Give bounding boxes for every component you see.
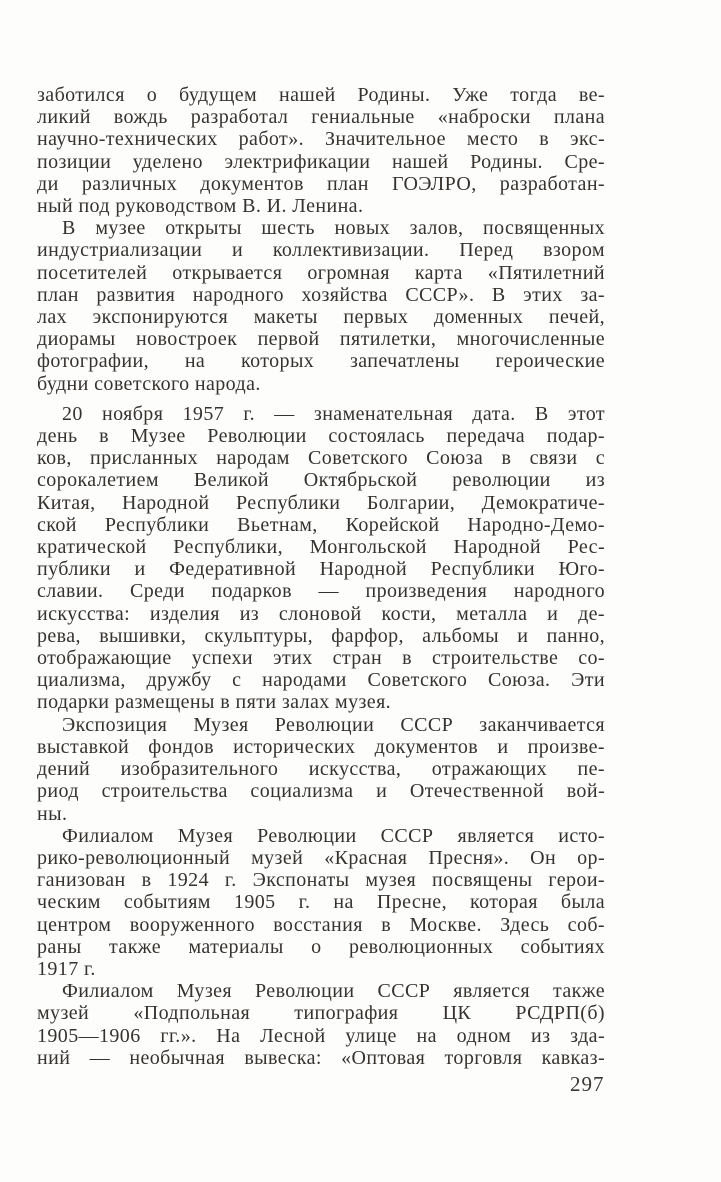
text-line: ний — необычная вывеска: «Оптовая торговля кавказ- [37,1046,605,1069]
text-line: лах экспонируются макеты первых доменных печей, [37,306,605,329]
text-line: риод строительства социализма и Отечественной вой- [37,780,605,803]
text-line: сорокалетием Великой Октябрьской революции из [37,469,605,492]
text-line: ской Республики Вьетнам, Корейской Народно-Демо- [37,513,605,536]
text-line: ны. [37,802,68,825]
text-line: публики и Федеративной Народной Республики Юго- [37,558,605,581]
text-line: подарки размещены в пяти залах музея. [37,691,392,714]
text-line: Экспозиция Музея Революции СССР заканчивается [62,713,605,736]
paragraph [37,403,605,714]
text-line: ков, присланных народам Советского Союза в связи с [37,447,605,470]
text-line: 1917 г. [37,957,96,980]
text-line: заботился о будущем нашей Родины. Уже тогда ве- [37,84,605,106]
text-line: 1905—1906 гг.». На Лесной улице на одном из зда- [37,1024,605,1047]
text-line: дений изобразительного искусства, отражающих пе- [37,758,605,781]
text-line: искусства: изделия из слоновой кости, металла и де- [37,602,605,625]
text-line: ческим событиям 1905 г. на Пресне, которая была [37,891,605,914]
text-line: В музее открыты шесть новых залов, посвященных [62,217,605,240]
text-line: Китая, Народной Республики Болгарии, Демократиче- [37,491,605,514]
paragraph [37,217,605,395]
text-line: ганизован в 1924 г. Экспонаты музея посвящены герои- [37,869,605,892]
paragraph [37,825,605,980]
text-line: циализма, дружбу с народами Советского Союза. Эти [37,669,605,692]
paragraph [37,84,605,217]
text-line: рико-революционный музей «Красная Пресня». Он ор- [37,846,605,869]
text-line: день в Музее Революции состоялась передача подар- [37,425,605,448]
text-line: Филиалом Музея Революции СССР является исто- [62,824,605,847]
text-line: 20 ноября 1957 г. — знаменательная дата. В этот [62,402,605,425]
text-line: будни советского народа. [37,372,261,395]
text-line: раны также материалы о революционных событиях [37,935,605,958]
text-line: ди различных документов план ГОЭЛРО, разработан- [37,172,605,195]
text-line: музей «Подпольная типография ЦК РСДРП(б) [37,1002,605,1025]
text-line: кратической Республики, Монгольской Народной Рес- [37,536,605,559]
text-line: рева, вышивки, скульптуры, фарфор, альбомы и панно, [37,624,605,647]
text-line: славии. Среди подарков — произведения народного [37,580,605,603]
text-line: ликий вождь разработал гениальные «наброски плана [37,106,605,129]
text-line: научно-технических работ». Значительное место в экс- [37,128,605,151]
text-line: отображающие успехи этих стран в строительстве со- [37,647,605,670]
paragraph [37,980,605,1069]
text-line: Филиалом Музея Революции СССР является также [62,980,605,1003]
text-line: индустриализации и коллективизации. Перед взором [37,239,605,262]
text-line: выставкой фондов исторических документов и произве- [37,735,605,758]
text-line: план развития народного хозяйства СССР». В этих за- [37,283,605,306]
text-line: диорамы новостроек первой пятилетки, многочисленные [37,328,605,351]
text-block [37,84,605,1069]
text-line: посетителей открывается огромная карта «Пятилетний [37,261,605,284]
page-number: 297 [570,1072,605,1096]
text-line: позиции уделено электрификации нашей Родины. Сре- [37,150,605,173]
text-line: ный под руководством В. И. Ленина. [37,195,364,218]
text-line: центром вооруженного восстания в Москве. Здесь соб- [37,913,605,936]
text-line: фотографии, на которых запечатлены героические [37,350,605,373]
paragraph [37,714,605,825]
